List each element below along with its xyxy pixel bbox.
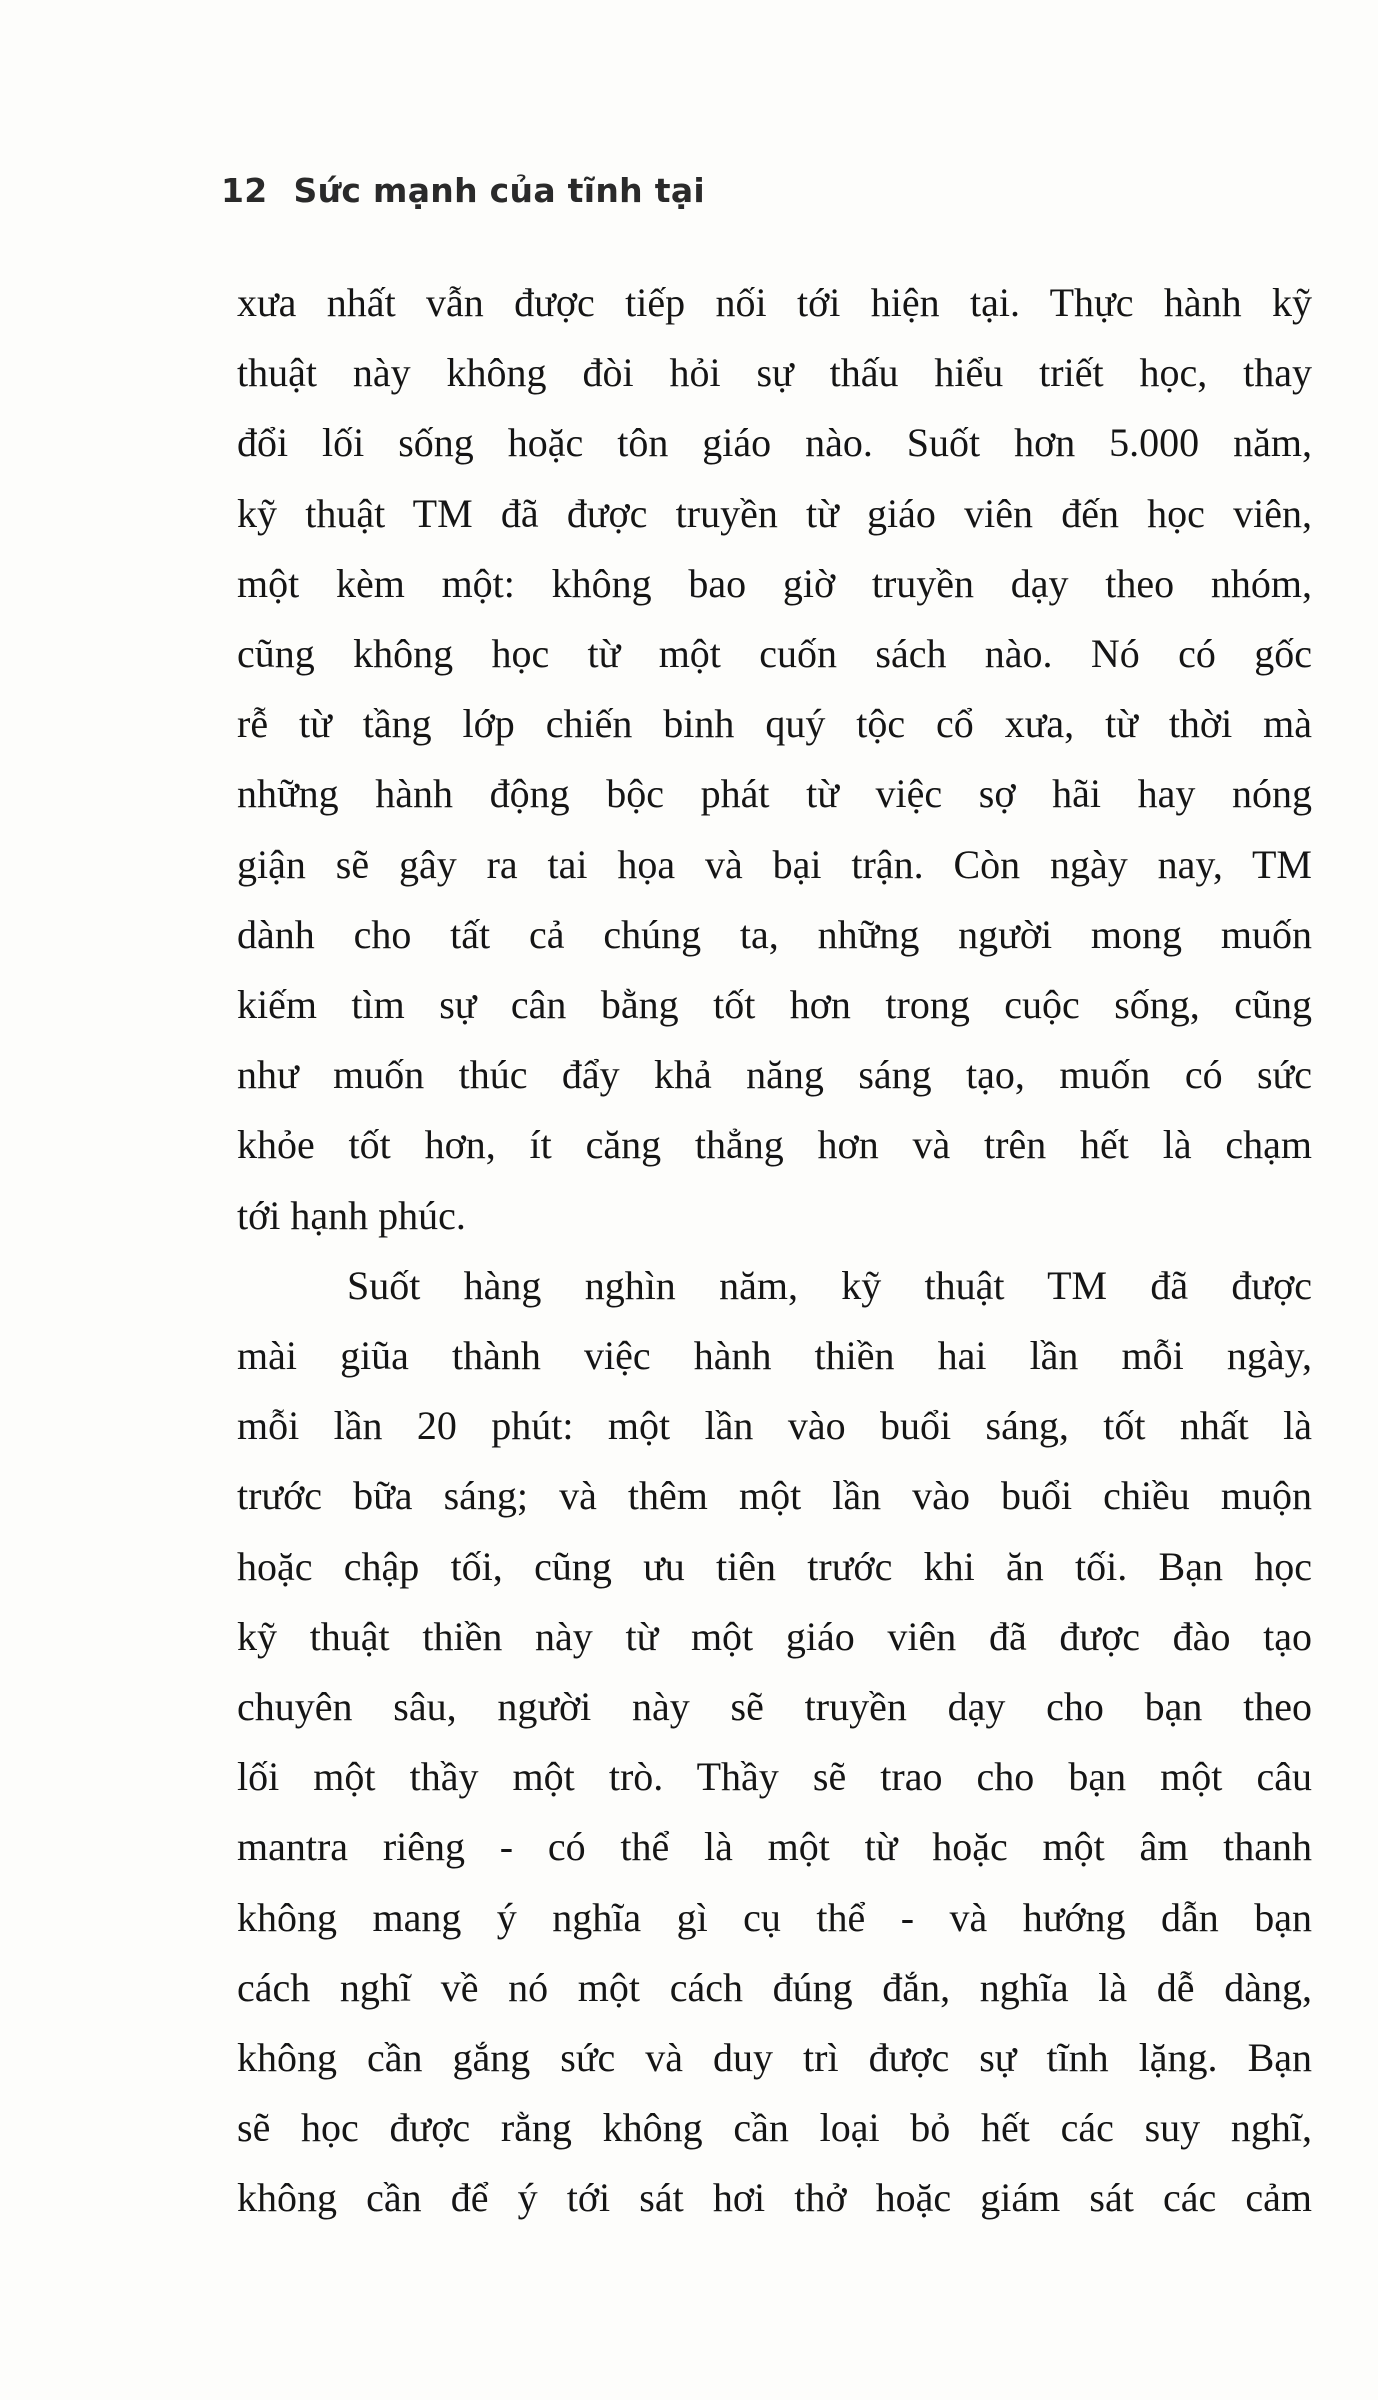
text-line: Suốt hàng nghìn năm, kỹ thuật TM đã được [347,1262,1312,1308]
text-line: mỗi lần 20 phút: một lần vào buổi sáng, tốt nhất là [237,1403,1312,1449]
text-line: kỹ thuật thiền này từ một giáo viên đã được đào tạo [237,1613,1312,1659]
paragraph-2 [237,1251,1312,2234]
page-number: 12 [221,171,268,210]
text-line: khỏe tốt hơn, ít căng thẳng hơn và trên hết là chạm [237,1122,1312,1168]
text-line: xưa nhất vẫn được tiếp nối tới hiện tại. Thực hành kỹ [237,280,1312,325]
book-title: Sức mạnh của tĩnh tại [293,171,705,210]
text-line: chuyên sâu, người này sẽ truyền dạy cho bạn theo [237,1684,1312,1730]
text-line: trước bữa sáng; và thêm một lần vào buổi chiều muộn [237,1473,1312,1519]
paragraph-1 [237,268,1312,1251]
text-line: lối một thầy một trò. Thầy sẽ trao cho bạn một câu [237,1754,1312,1800]
running-header [221,171,705,210]
text-line: dành cho tất cả chúng ta, những người mong muốn [237,911,1312,957]
text-line: một kèm một: không bao giờ truyền dạy theo nhóm, [237,560,1312,606]
text-line: sẽ học được rằng không cần loại bỏ hết các suy nghĩ, [237,2105,1312,2151]
text-line: những hành động bộc phát từ việc sợ hãi hay nóng [237,771,1312,817]
text-line: mài giũa thành việc hành thiền hai lần mỗi ngày, [237,1333,1312,1379]
text-line: rễ từ tầng lớp chiến binh quý tộc cổ xưa, từ thời mà [237,701,1312,747]
text-line: cũng không học từ một cuốn sách nào. Nó có gốc [237,631,1312,677]
body-text [237,268,1312,2234]
text-line: hoặc chập tối, cũng ưu tiên trước khi ăn tối. Bạn học [237,1543,1312,1589]
text-line: mantra riêng - có thể là một từ hoặc một âm thanh [237,1824,1312,1870]
text-line: thuật này không đòi hỏi sự thấu hiểu triết học, thay [237,350,1312,396]
text-line: không mang ý nghĩa gì cụ thể - và hướng dẫn bạn [237,1894,1312,1940]
text-line: cách nghĩ về nó một cách đúng đắn, nghĩa là dễ dàng, [237,1964,1312,2010]
text-line: không cần gắng sức và duy trì được sự tĩnh lặng. Bạn [237,2035,1312,2081]
text-line: đổi lối sống hoặc tôn giáo nào. Suốt hơn 5.000 năm, [237,420,1312,466]
text-line: kỹ thuật TM đã được truyền từ giáo viên đến học viên, [237,490,1312,536]
text-line: như muốn thúc đẩy khả năng sáng tạo, muốn có sức [237,1052,1312,1098]
text-line: giận sẽ gây ra tai họa và bại trận. Còn ngày nay, TM [237,841,1312,887]
text-line: không cần để ý tới sát hơi thở hoặc giám sát các cảm [237,2175,1312,2221]
text-line: tới hạnh phúc. [237,1192,466,1238]
text-line: kiếm tìm sự cân bằng tốt hơn trong cuộc sống, cũng [237,982,1312,1028]
